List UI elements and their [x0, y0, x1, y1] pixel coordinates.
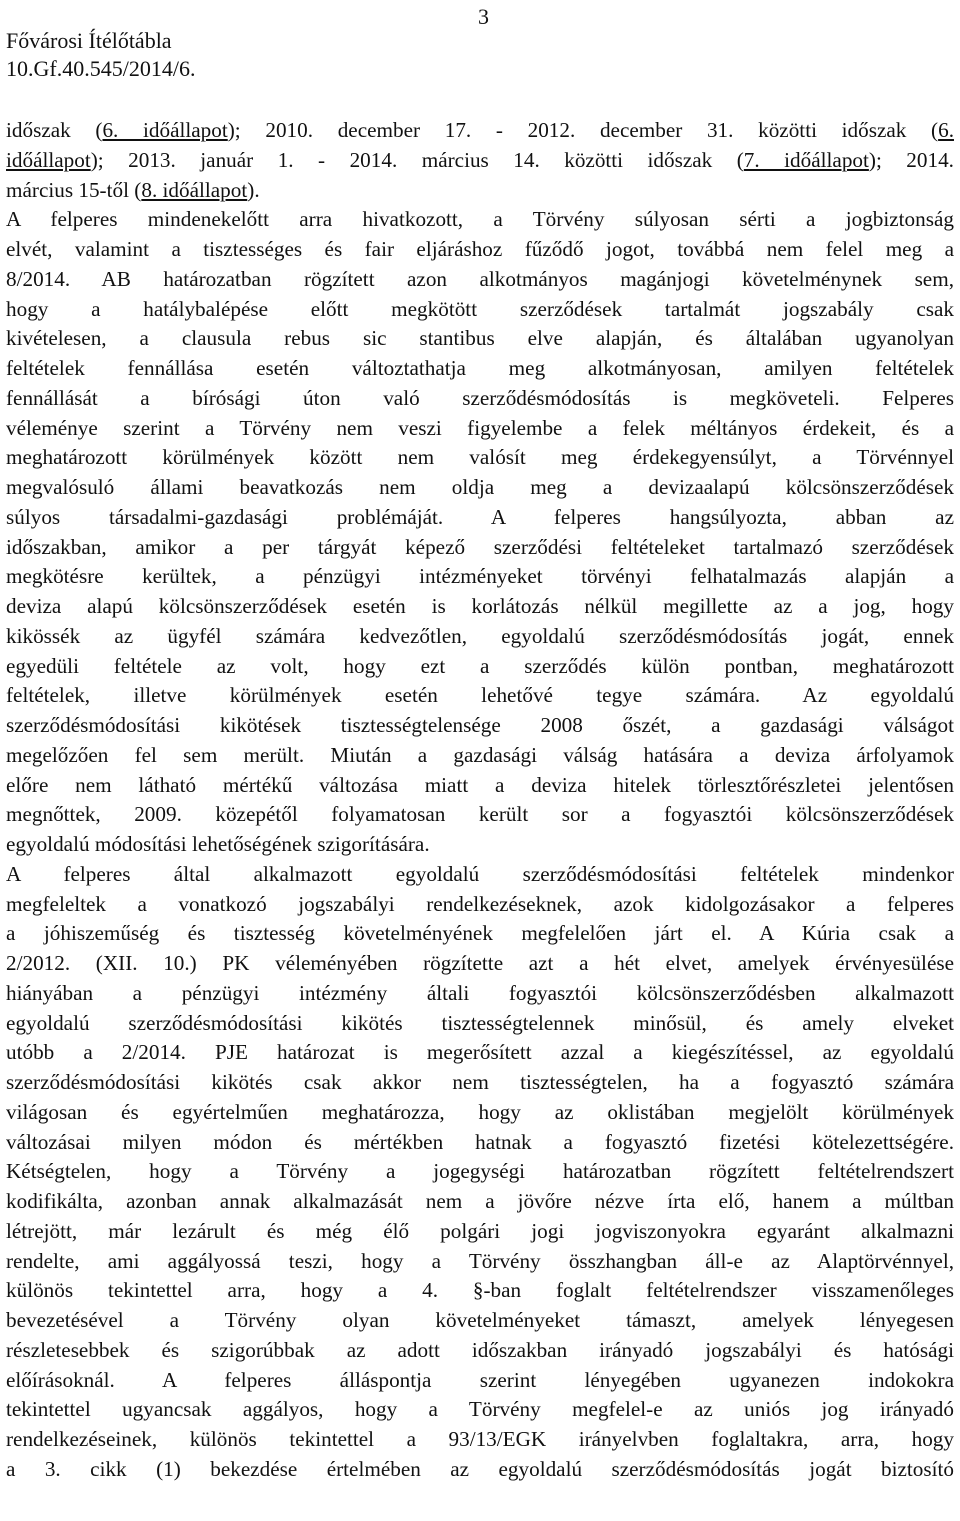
text-segment: elvét, valamint a tisztességes és fair eljáráshoz fűződő jogot, továbbá nem felel meg a: [6, 237, 954, 261]
text-line: [6, 146, 954, 176]
text-segment: egyedüli feltétele az volt, hogy ezt a szerződés külön pontban, meghatározott: [6, 653, 954, 678]
text-segment: létrejött, már lezárult és még élő polgári jogi jogviszonyokra egyaránt alkalmazni: [6, 1218, 954, 1243]
text-segment: ); 2014.: [868, 147, 954, 172]
text-line: [6, 116, 954, 146]
text-line: [6, 1157, 954, 1187]
text-segment: ); 2010. december 17. - 2012. december 31. közötti időszak (: [227, 118, 939, 142]
text-segment: utóbb a 2/2014. PJE határozat is megerősített azzal a kiegészítéssel, az egyoldalú: [6, 1040, 954, 1065]
text-segment: változásai milyen módon és mértékben hatnak a fogyasztó fizetési kötelezettségére.: [6, 1129, 954, 1154]
text-segment: egyoldalú módosítási lehetőségének szigorítására.: [6, 832, 430, 856]
text-segment: megnőttek, 2009. közepétől folyamatosan került sor a fogyasztói kölcsönszerződések: [6, 802, 954, 827]
text-segment: hogy a hatálybalépése előtt megkötött szerződések tartalmát jogszabály csak: [6, 296, 954, 321]
text-line: [6, 1336, 954, 1366]
text-segment: megkötésre kerültek, a pénzügyi intézményeket törvényi felhatalmazás alapján a: [6, 564, 954, 589]
text-segment: szerződésmódosítási kikötések tisztességtelensége 2008 őszét, a gazdasági válságot: [6, 713, 954, 737]
text-line: [6, 592, 954, 622]
text-segment: súlyos társadalmi-gazdasági problémáját. A felperes hangsúlyozta, abban az: [6, 504, 954, 529]
text-line: [6, 205, 954, 235]
text-segment: megelőzően fel sem merült. Miután a gazdasági válság hatására a deviza árfolyamok: [6, 742, 954, 767]
text-line: [6, 949, 954, 979]
text-line: [6, 1217, 954, 1247]
text-segment: A felperes által alkalmazott egyoldalú szerződésmódosítási feltételek mindenkor: [6, 861, 954, 886]
text-line: [6, 1276, 954, 1306]
text-line: [6, 919, 954, 949]
text-segment: Kétségtelen, hogy a Törvény a jogegységi határozatban rögzített feltételrendszert: [6, 1159, 954, 1184]
text-line: [6, 1306, 954, 1336]
underlined-reference: 8. időállapot: [141, 177, 248, 202]
text-segment: tekintettel ugyancsak aggályos, hogy a Törvény megfelel-e az uniós jog irányadó: [6, 1397, 954, 1422]
text-segment: rendelte, ami aggályossá teszi, hogy a Törvény összhangban áll-e az Alaptörvénnyel,: [6, 1248, 954, 1273]
text-line: [6, 1098, 954, 1128]
underlined-reference: időállapot: [6, 147, 91, 172]
text-line: [6, 443, 954, 473]
court-name: Fővárosi Ítélőtábla: [6, 28, 172, 53]
text-line: [6, 800, 954, 830]
text-segment: részletesebbek és szigorúbbak az adott időszakban irányadó jogszabályi és hatósági: [6, 1337, 954, 1362]
text-segment: egyoldalú szerződésmódosítási kikötés tisztességtelennek minősül, és amely elveket: [6, 1010, 954, 1035]
text-line: [6, 1395, 954, 1425]
text-segment: világosan és egyértelműen meghatározza, hogy az oklistában megjelölt körülmények: [6, 1099, 954, 1124]
page-header: [6, 4, 954, 81]
page-number: 3: [478, 4, 489, 29]
text-line: [6, 562, 954, 592]
text-segment: hiányában a pénzügyi intézmény általi fogyasztói kölcsönszerződésben alkalmazott: [6, 980, 954, 1005]
text-line: [6, 235, 954, 265]
text-line: [6, 830, 954, 860]
text-segment: időszak (: [6, 118, 103, 142]
text-line: [6, 324, 954, 354]
text-segment: A felperes mindenekelőtt arra hivatkozott, a Törvény súlyosan sérti a jogbiztonság: [6, 207, 954, 232]
text-line: [6, 741, 954, 771]
text-segment: március 15-től (: [6, 177, 142, 202]
text-line: [6, 265, 954, 295]
case-number: 10.Gf.40.545/2014/6.: [6, 56, 196, 81]
underlined-reference: 6. időállapot: [102, 118, 228, 142]
text-line: [6, 384, 954, 414]
text-segment: feltételek, illetve körülmények esetén lehetővé tegye számára. Az egyoldalú: [6, 683, 954, 708]
text-line: [6, 681, 954, 711]
text-line: [6, 890, 954, 920]
text-segment: feltételek fennállása esetén változtathatja meg alkotmányosan, amilyen feltételek: [6, 356, 954, 380]
text-line: [6, 979, 954, 1009]
text-line: [6, 1366, 954, 1396]
document-body: [6, 116, 954, 1485]
text-line: [6, 652, 954, 682]
text-segment: a 3. cikk (1) bekezdése értelmében az egyoldalú szerződésmódosítás jogát biztosító: [6, 1456, 954, 1481]
text-line: [6, 1425, 954, 1455]
text-segment: 8/2014. AB határozatban rögzített azon alkotmányos magánjogi követelménynek sem,: [6, 266, 954, 291]
text-line: [6, 622, 954, 652]
text-segment: előírásoknál. A felperes álláspontja szerint lényegében ugyanezen indokokra: [6, 1367, 954, 1392]
text-line: [6, 860, 954, 890]
text-segment: kivételesen, a clausula rebus sic stantibus elve alapján, és általában ugyanolyan: [6, 326, 954, 351]
text-segment: kikössék az ügyfél számára kedvezőtlen, egyoldalú szerződésmódosítás jogát, ennek: [6, 623, 954, 648]
text-line: [6, 354, 954, 384]
text-line: [6, 503, 954, 533]
text-segment: szerződésmódosítási kikötés csak akkor nem tisztességtelen, ha a fogyasztó számára: [6, 1070, 954, 1094]
text-segment: különös tekintettel arra, hogy a 4. §-ban foglalt feltételrendszer visszamenőleges: [6, 1278, 954, 1303]
text-segment: meghatározott körülmények között nem valósít meg érdekegyensúlyt, a Törvénnyel: [6, 445, 954, 470]
text-line: [6, 1068, 954, 1098]
text-line: [6, 1128, 954, 1158]
text-segment: bevezetésével a Törvény olyan követelményeket támaszt, amelyek lényegesen: [6, 1308, 954, 1332]
underlined-reference: 6.: [938, 118, 954, 142]
text-segment: megfeleltek a vonatkozó jogszabályi rendelkezéseknek, azok kidolgozásakor a felperes: [6, 891, 954, 916]
text-line: [6, 1009, 954, 1039]
text-segment: véleménye szerint a Törvény nem veszi figyelembe a felek méltányos érdekeit, és a: [6, 415, 954, 440]
underlined-reference: 7. időállapot: [743, 147, 869, 172]
text-line: [6, 1187, 954, 1217]
text-segment: rendelkezéseinek, különös tekintettel a 93/13/EGK irányelvben foglaltakra, arra, hogy: [6, 1427, 954, 1451]
text-line: [6, 1247, 954, 1277]
text-line: [6, 1038, 954, 1068]
text-segment: deviza alapú kölcsönszerződések esetén is korlátozás nélkül megillette az a jog, hogy: [6, 594, 954, 618]
text-line: [6, 473, 954, 503]
text-line: [6, 771, 954, 801]
text-segment: előre nem látható mértékű változása miatt a deviza hitelek törlesztőrészletei jelentősen: [6, 772, 954, 797]
text-line: [6, 711, 954, 741]
text-segment: a jóhiszeműség és tisztesség követelményének megfelelően járt el. A Kúria csak a: [6, 921, 954, 946]
text-line: [6, 176, 954, 206]
text-segment: kodifikálta, azonban annak alkalmazását nem a jövőre nézve írta elő, hanem a múltban: [6, 1189, 954, 1213]
text-segment: fennállását a bírósági úton való szerződésmódosítás is megköveteli. Felperes: [6, 385, 954, 410]
text-line: [6, 295, 954, 325]
text-line: [6, 414, 954, 444]
text-line: [6, 1455, 954, 1485]
text-segment: ).: [247, 177, 260, 202]
text-line: [6, 533, 954, 563]
text-segment: ); 2013. január 1. - 2014. március 14. közötti időszak (: [90, 147, 744, 172]
text-segment: 2/2012. (XII. 10.) PK véleményében rögzítette azt a hét elvet, amelyek érvényesülése: [6, 951, 954, 975]
text-segment: időszakban, amikor a per tárgyát képező szerződési feltételeket tartalmazó szerződések: [6, 534, 954, 559]
text-segment: megvalósuló állami beavatkozás nem oldja meg a devizaalapú kölcsönszerződések: [6, 475, 954, 499]
